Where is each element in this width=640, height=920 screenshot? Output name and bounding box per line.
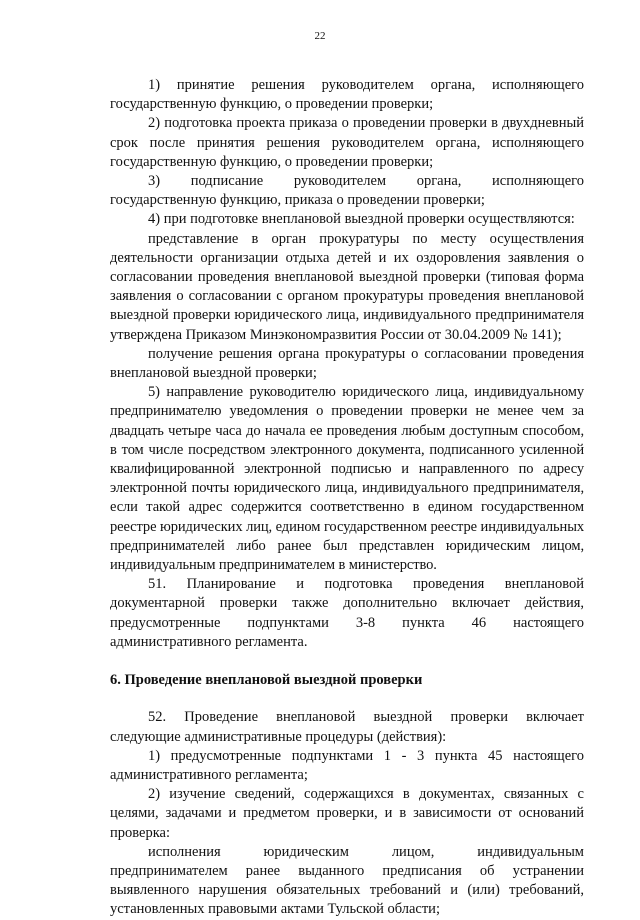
paragraph: получение решения органа прокуратуры о согласовании проведения внеплановой выездной проверки; [110,345,584,382]
paragraph: 5) направление руководителю юридического лица, индивидуальному предпринимателю уведомления о проведении проверки не менее чем за двадцать четыре часа до начала ее проведения любым доступным способом, в том числе посредством электронного документа, подписанного усиленной квалифицированной электронной подписью и направленного по адресу электронной почты юридического лица, индивидуального предпринимателя, если такой адрес содержится соответственно в едином государственном реестре юридических лиц, едином государственном реестре индивидуальных предпринимателей либо ранее был представлен юридическим лицом, индивидуальным предпринимателем в министерство. [110,384,584,574]
paragraph: 1) предусмотренные подпунктами 1 - 3 пункта 45 настоящего административного регламента; [110,747,584,783]
section-heading: 6. Проведение внеплановой выездной проверки [110,672,423,689]
paragraph: 3) подписание руководителем органа, исполняющего государственную функцию, приказа о проведении проверки; [110,173,584,209]
page-number: 22 [314,30,326,42]
paragraph: 2) подготовка проекта приказа о проведении проверки в двухдневный срок после принятия решения руководителем органа, исполняющего государственную функцию, о проведении проверки; [110,115,584,170]
paragraph: 1) принятие решения руководителем органа, исполняющего государственную функцию, о проведении проверки; [110,77,584,113]
paragraph: представление в орган прокуратуры по месту осуществления деятельности организации отдыха детей и их оздоровления заявления о согласовании проведения внеплановой выездной проверки (типовая форма заявления о согласовании с органом прокуратуры проведения внеплановой выездной проверки юридического лица, индивидуального предпринимателя утверждена Приказом Минэкономразвития России от 30.04.2009 № 141); [110,230,584,343]
paragraph: исполнения юридическим лицом, индивидуальным предпринимателем ранее выданного предписания об устранении выявленного нарушения обязательных требований и (или) требований, установленных правовыми актами Тульской области; [110,843,584,918]
paragraph: 52. Проведение внеплановой выездной проверки включает следующие административные процедуры (действия): [110,709,584,745]
paragraph: 2) изучение сведений, содержащихся в документах, связанных с целями, задачами и предметом проверки, и в зависимости от оснований проверка: [110,786,584,841]
paragraph: 4) при подготовке внеплановой выездной проверки осуществляются: [148,211,575,228]
paragraph: 51. Планирование и подготовка проведения внеплановой документарной проверки также дополнительно включает действия, предусмотренные подпунктами 3-8 пункта 46 настоящего административного регламента. [110,576,584,650]
document-body [110,76,584,920]
